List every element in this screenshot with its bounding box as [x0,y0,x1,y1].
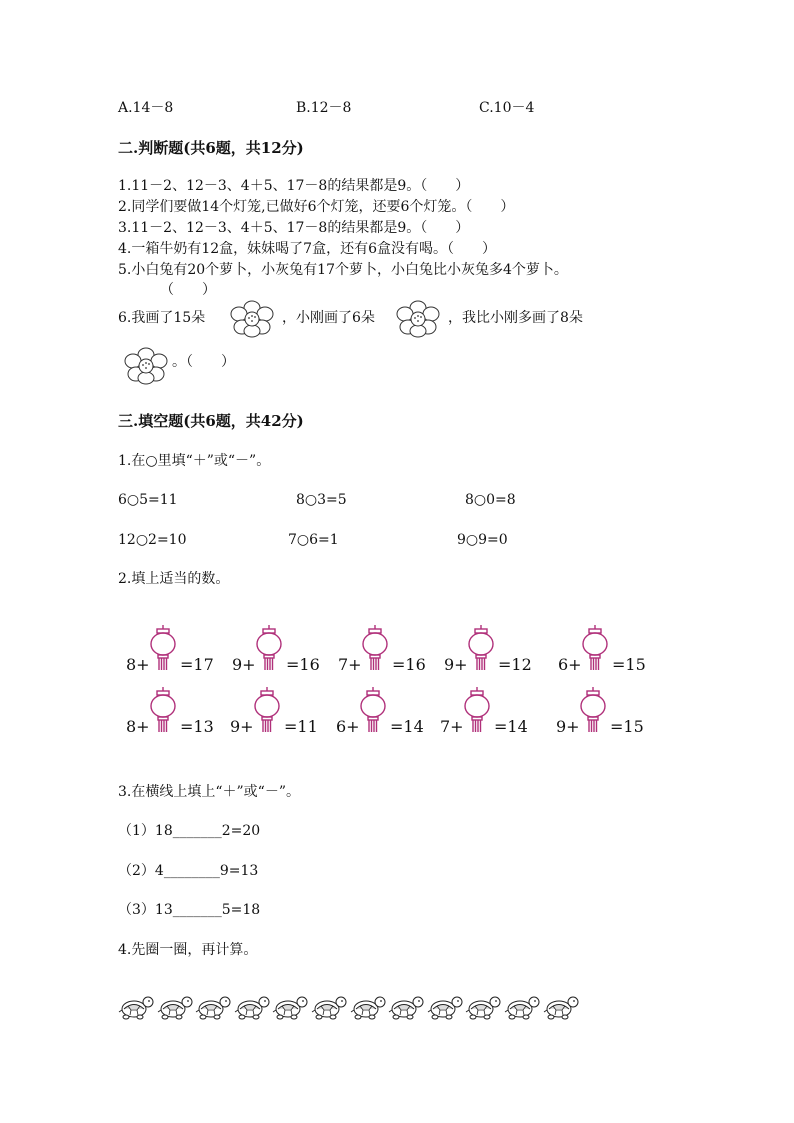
lantern-icon [466,625,496,675]
judge-item-4: 4.一箱牛奶有12盒，妹妹喝了7盒，还有6盒没有喝。（ ） [118,241,496,257]
q1-prompt: 1.在○里填“＋”或“－”。 [118,453,271,469]
turtle-icon [195,990,233,1024]
flower-icon [228,300,276,338]
turtle-icon [350,990,388,1024]
lantern-addend: 8+ [126,717,150,736]
turtle-icon [118,990,156,1024]
turtle-row [118,990,588,1026]
judge-item-1: 1.11－2、12－3、4＋5、17－8的结果都是9。（ ） [118,178,470,194]
lantern-addend: 6+ [558,655,582,674]
lantern-addend: 9+ [556,717,580,736]
lantern-sum: =15 [612,655,646,674]
judge-item-5-bracket: （ ） [160,282,216,298]
lantern-row-2 [0,687,794,747]
lantern-icon [578,687,608,737]
choice-a: A.14－8 [118,100,174,116]
lantern-sum: =16 [286,655,320,674]
choice-b: B.12－8 [296,100,352,116]
turtle-icon [234,990,272,1024]
section3-title: 三.填空题(共6题，共42分) [118,412,304,430]
turtle-icon [388,990,426,1024]
q3-prompt: 3.在横线上填上“＋”或“－”。 [118,784,300,800]
q1-eq: 9○9=0 [457,532,508,548]
q2-prompt: 2.填上适当的数。 [118,571,230,587]
lantern-sum: =15 [610,717,644,736]
lantern-addend: 6+ [336,717,360,736]
lantern-addend: 9+ [232,655,256,674]
turtle-icon [311,990,349,1024]
lantern-sum: =17 [180,655,214,674]
lantern-icon [358,687,388,737]
lantern-sum: =16 [392,655,426,674]
lantern-sum: =13 [180,717,214,736]
lantern-icon [360,625,390,675]
judge-item-5: 5.小白兔有20个萝卜，小灰兔有17个萝卜，小白兔比小灰兔多4个萝卜。 [118,262,568,278]
turtle-icon [465,990,503,1024]
lantern-addend: 9+ [444,655,468,674]
lantern-addend: 8+ [126,655,150,674]
flower-icon [122,347,170,385]
q3-item-2: （2）4________9=13 [118,863,259,879]
judge-item-6-part2: ，小刚画了6朵 [282,310,375,326]
q1-eq: 7○6=1 [288,532,339,548]
turtle-icon [157,990,195,1024]
lantern-sum: =14 [390,717,424,736]
section2-title: 二.判断题(共6题，共12分) [118,139,304,157]
q1-eq: 6○5=11 [118,492,178,508]
lantern-addend: 7+ [338,655,362,674]
q1-eq: 12○2=10 [118,532,187,548]
lantern-sum: =11 [284,717,318,736]
lantern-sum: =14 [494,717,528,736]
q3-item-3: （3）13_______5=18 [118,902,261,918]
lantern-addend: 9+ [230,717,254,736]
lantern-addend: 7+ [440,717,464,736]
flower-icon [394,300,442,338]
judge-item-6-part1: 6.我画了15朵 [118,310,206,326]
q1-eq: 8○3=5 [296,492,347,508]
judge-item-2: 2.同学们要做14个灯笼,已做好6个灯笼，还要6个灯笼。（ ） [118,199,515,215]
judge-item-3: 3.11－2、12－3、4＋5、17－8的结果都是9。（ ） [118,220,470,236]
turtle-icon [427,990,465,1024]
turtle-icon [543,990,581,1024]
judge-item-6-part4: 。（ ） [172,354,235,370]
lantern-icon [254,625,284,675]
turtle-icon [504,990,542,1024]
lantern-row-1 [0,625,794,685]
choice-c: C.10－4 [479,100,535,116]
lantern-sum: =12 [498,655,532,674]
lantern-icon [252,687,282,737]
q4-prompt: 4.先圈一圈，再计算。 [118,942,258,958]
q1-eq: 8○0=8 [465,492,516,508]
q3-item-1: （1）18_______2=20 [118,823,261,839]
lantern-icon [148,625,178,675]
lantern-icon [462,687,492,737]
lantern-icon [580,625,610,675]
turtle-icon [272,990,310,1024]
judge-item-6-part3: ，我比小刚多画了8朵 [448,310,583,326]
lantern-icon [148,687,178,737]
